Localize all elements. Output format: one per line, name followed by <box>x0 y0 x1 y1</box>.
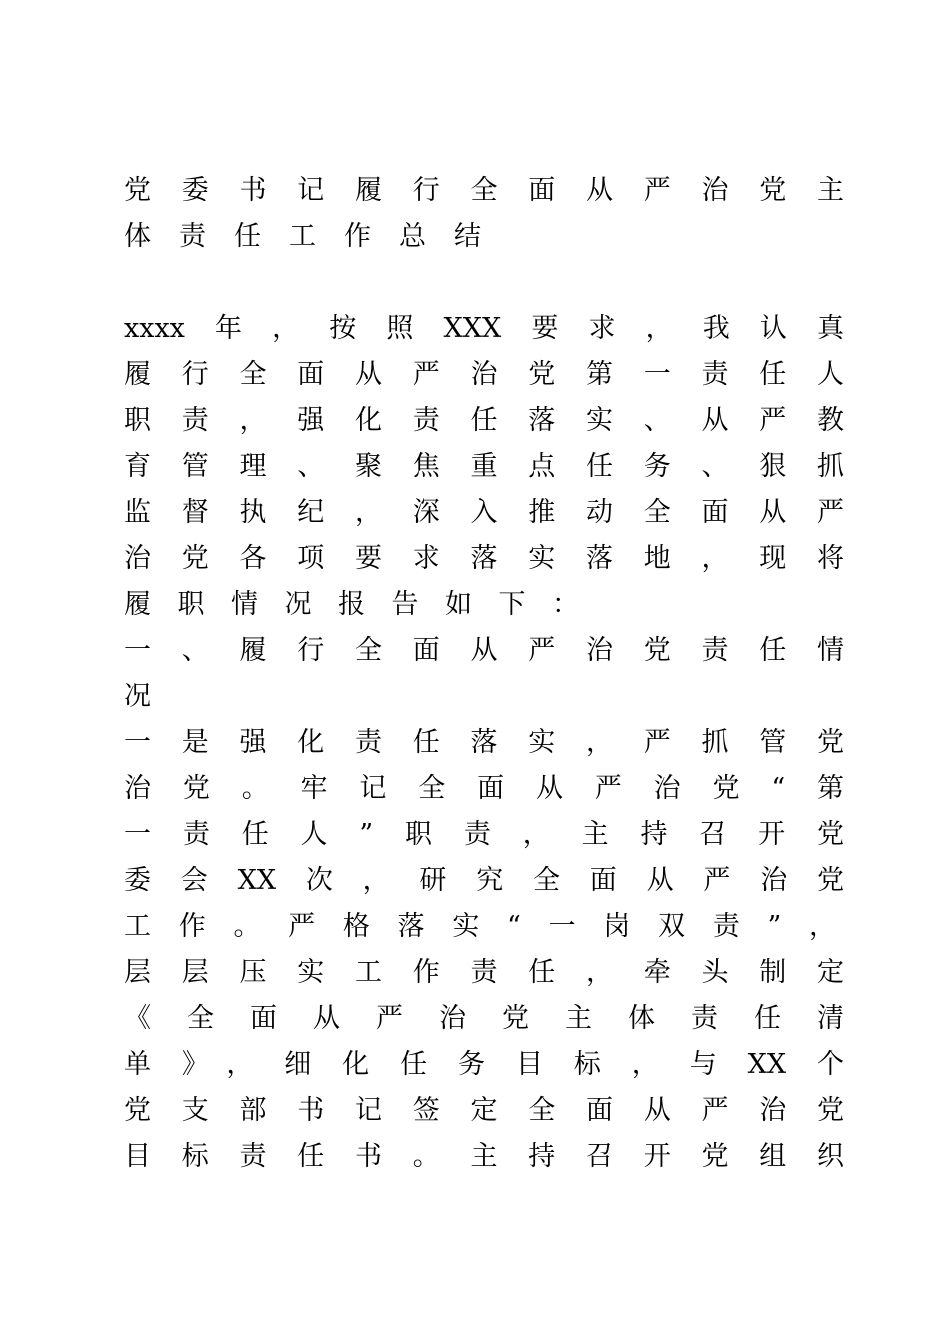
body-line: 《全面从严治党主体责任清 <box>124 1003 844 1034</box>
document-title-line-1: 党委书记履行全面从严治党主 <box>124 175 844 206</box>
body-line: 监督执纪，深入推动全面从严 <box>124 497 844 528</box>
body-line: 履行全面从严治党第一责任人 <box>124 359 844 390</box>
document-title-line-2: 体责任工作总结 <box>124 221 509 252</box>
body-line: 一责任人”职责，主持召开党 <box>124 819 844 850</box>
body-line: 治党。牢记全面从严治党“第 <box>124 773 844 804</box>
body-line: 育管理、聚焦重点任务、狠抓 <box>124 451 844 482</box>
body-line: 党支部书记签定全面从严治党 <box>124 1095 844 1126</box>
body-line: 履职情况报告如下： <box>124 589 579 620</box>
body-line: 委会XX次，研究全面从严治党 <box>124 865 844 896</box>
body-line: xxxx年，按照XXX要求，我认真 <box>124 313 844 344</box>
body-line: 层层压实工作责任，牵头制定 <box>124 957 844 988</box>
body-line: 治党各项要求落实落地，现将 <box>124 543 844 574</box>
body-line: 单》，细化任务目标，与XX个 <box>124 1049 844 1080</box>
section-heading: 一、履行全面从严治党责任情 <box>124 635 844 666</box>
section-heading-continuation: 况 <box>124 681 151 712</box>
body-line: 工作。严格落实“一岗双责”， <box>124 911 836 942</box>
body-line: 目标责任书。主持召开党组织 <box>124 1141 844 1172</box>
body-line: 一是强化责任落实，严抓管党 <box>124 727 844 758</box>
body-line: 职责，强化责任落实、从严教 <box>124 405 844 436</box>
